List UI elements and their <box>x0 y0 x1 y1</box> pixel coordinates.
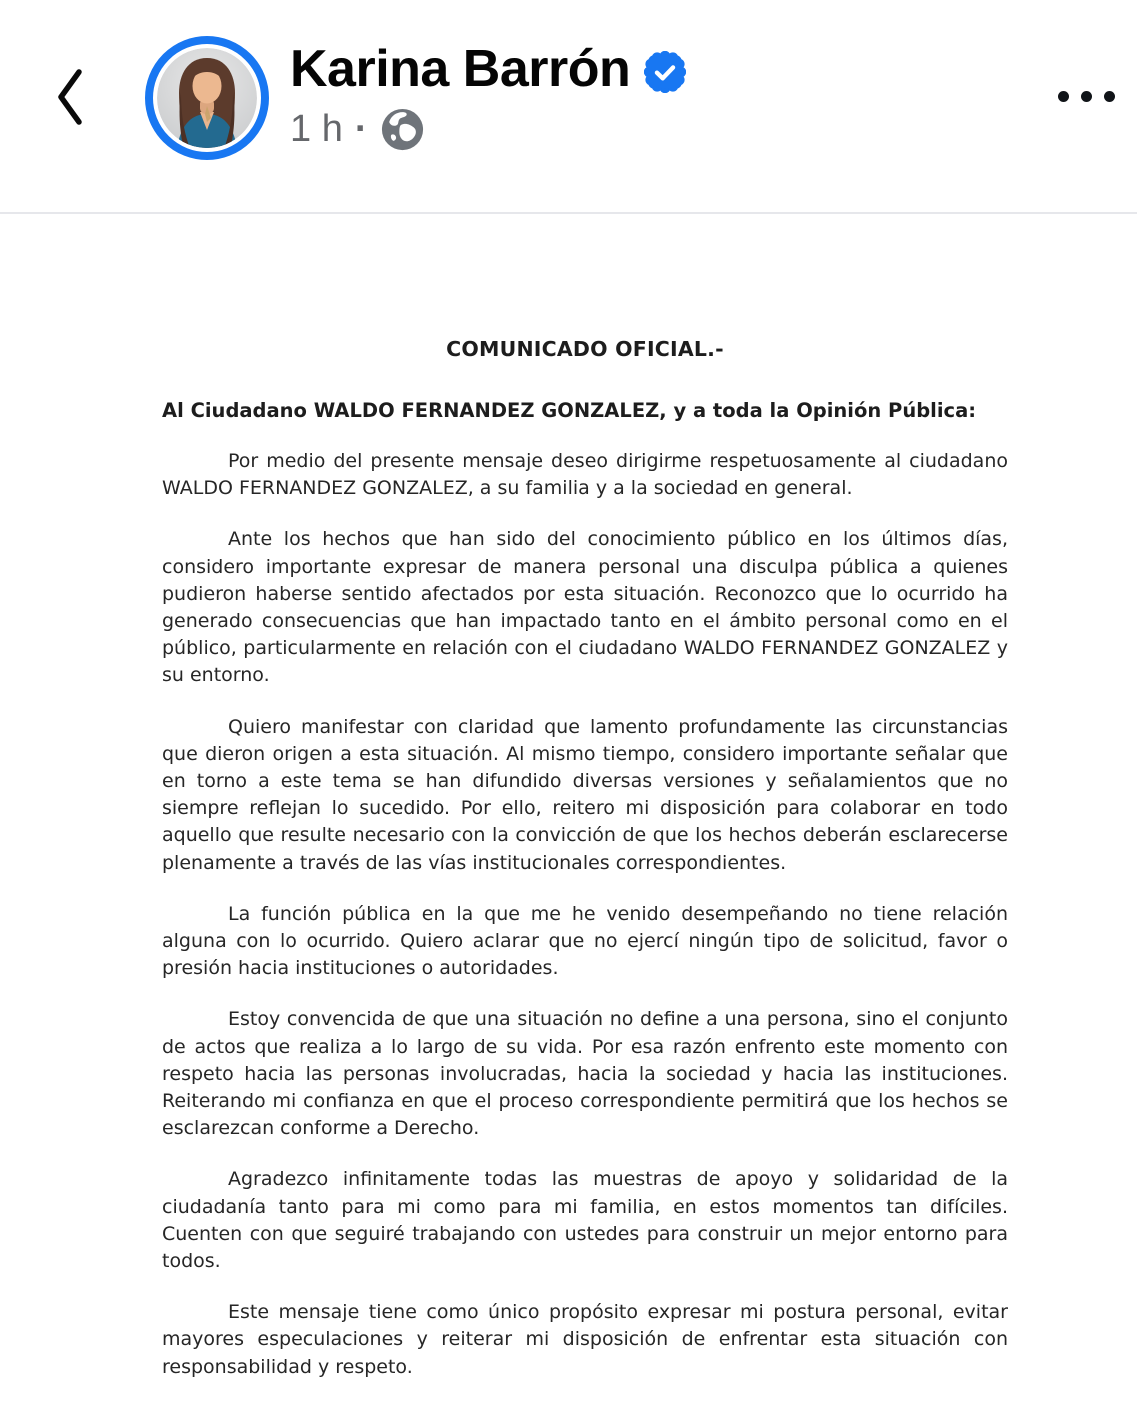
paragraph-7: Este mensaje tiene como único propósito expresar mi postura personal, evitar mayores especulaciones y reiterar mi disposición de enfrentar esta situación con responsabilidad y respeto. <box>162 1301 1008 1378</box>
paragraph-5: Estoy convencida de que una situación no define a una persona, sino el conjunto de actos que realiza a lo largo de su vida. Por esa razón enfrento este momento con respeto hacia las personas involucradas, hacia la sociedad y hacia las instituciones. Reiterando mi confianza en que el proceso correspondiente permitirá que los hechos se esclarezcan conforme a Derecho. <box>162 1008 1008 1140</box>
post-meta-row <box>290 106 686 153</box>
globe-icon <box>379 106 426 153</box>
more-options-button[interactable] <box>1058 78 1134 114</box>
post-author-block <box>290 40 686 153</box>
ellipsis-dot <box>1081 91 1092 102</box>
ellipsis-dot <box>1058 91 1069 102</box>
profile-name[interactable]: Karina Barrón <box>290 40 631 98</box>
paragraph-4: La función pública en la que me he venido desempeñando no tiene relación alguna con lo ocurrido. Quiero aclarar que no ejercí ningún tipo de solicitud, favor o presión hacia instituciones o autoridades. <box>162 902 1008 980</box>
avatar-photo <box>157 48 257 148</box>
document-title: COMUNICADO OFICIAL.- <box>446 337 724 361</box>
verified-badge-icon <box>644 51 686 93</box>
paragraph-3: Quiero manifestar con claridad que lamento profundamente las circunstancias que dieron origen a esta situación. Al mismo tiempo, considero importante señalar que en torno a este tema se han difundido diversas versiones y señalamientos que no siempre reflejan lo sucedido. Por ello, reitero mi disposición para colaborar en todo aquello que resulte necesario con la convicción de que los hechos deberán esclarecerse plenamente a través de las vías institucionales correspondientes. <box>162 715 1008 874</box>
ellipsis-dot <box>1104 91 1115 102</box>
official-statement-document <box>162 337 1008 1381</box>
back-icon <box>55 67 85 127</box>
paragraph-1: Por medio del presente mensaje deseo dirigirme respetuosamente al ciudadano WALDO FERNANDEZ GONZALEZ, a su familia y a la sociedad en general. <box>162 450 1008 500</box>
paragraph-6: Agradezco infinitamente todas las muestras de apoyo y solidaridad de la ciudadanía tanto para mi como para mi familia, en estos momentos tan difíciles. Cuenten con que seguiré trabajando con ustedes para construir un mejor entorno para todos. <box>162 1168 1008 1273</box>
timestamp: 1 h <box>290 108 343 151</box>
header-divider <box>0 212 1137 214</box>
document-salutation: Al Ciudadano WALDO FERNANDEZ GONZALEZ, y a toda la Opinión Pública: <box>162 399 977 422</box>
paragraph-2: Ante los hechos que han sido del conocimiento público en los últimos días, considero importante expresar de manera personal una disculpa pública a quienes pudieron haberse sentido afectados por esta situación. Reconozco que lo ocurrido ha generado consecuencias que han impactado tanto en el ámbito personal como en el público, particularmente en relación con el ciudadano WALDO FERNANDEZ GONZALEZ y su entorno. <box>162 528 1008 687</box>
back-button[interactable] <box>44 62 96 132</box>
avatar[interactable] <box>145 36 269 160</box>
meta-separator: · <box>354 108 368 151</box>
